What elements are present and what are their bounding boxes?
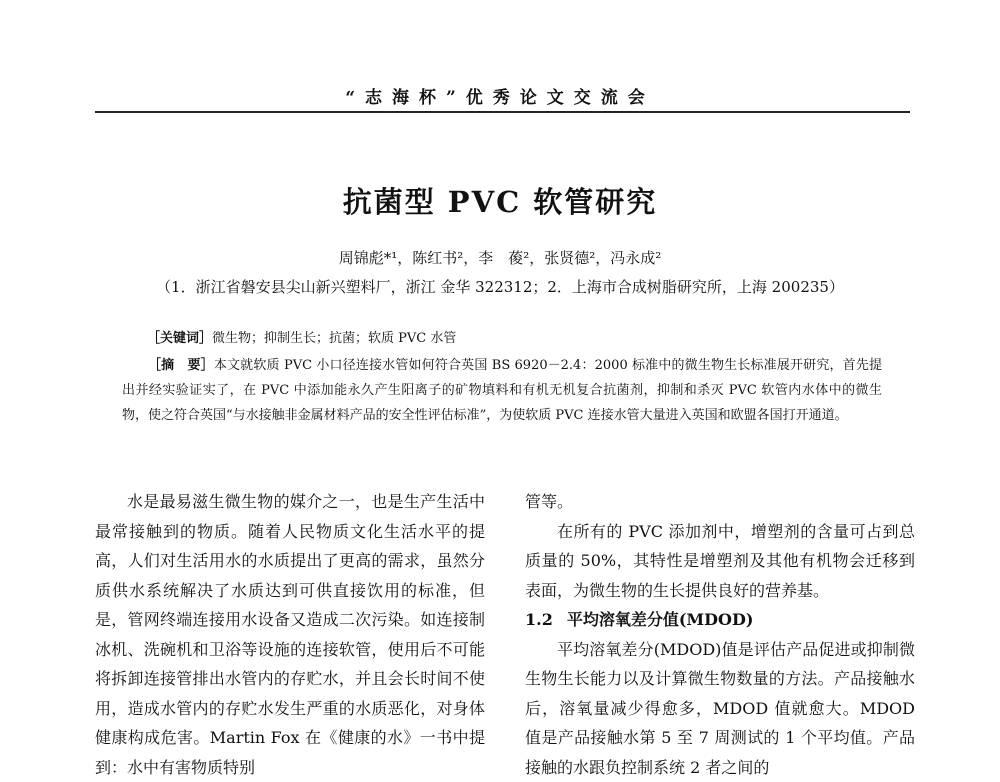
abstract-label: ［摘 要］ (148, 358, 214, 373)
body-paragraph-continued: 管等。 (525, 487, 915, 517)
paper-title: 抗菌型 PVC 软管研究 (0, 180, 1000, 221)
body-paragraph: 平均溶氧差分(MDOD)值是评估产品促进或抑制微生物生长能力以及计算微生物数量的方法。产品接触水后，溶氧量减少得愈多，MDOD 值就愈大。MDOD 值是产品接触水第 5 至 7 周测试的 1 个平均值。产品接触的水跟负控制系统 2 者之间的 (525, 635, 915, 782)
abstract-text: 本文就软质 PVC 小口径连接水管如何符合英国 BS 6920－2.4：2000 标准中的微生物生长标准展开研究，首先提出并经实验证实了，在 PVC 中添加能永久产生阳离子的矿物填料和有机无机复合抗菌剂，抑制和杀灭 PVC 软管内水体中的微生物，使之符合英国“与水接触非金属材料产品的安全性评估标准”，为使软质 PVC 连接水管大量进入英国和欧盟各国打开通道。 (122, 358, 882, 423)
body-paragraph: 在所有的 PVC 添加剂中，增塑剂的含量可占到总质量的 50%，其特性是增塑剂及其他有机物会迁移到表面，为微生物的生长提供良好的营养基。 (525, 517, 915, 606)
section-heading (525, 605, 915, 635)
body-paragraph: 水是最易滋生微生物的媒介之一，也是生产生活中最常接触到的物质。随着人民物质文化生活水平的提高，人们对生活用水的水质提出了更高的需求，虽然分质供水系统解决了水质达到可供直接饮用的标准，但是，管网终端连接用水设备又造成二次污染。如连接制冰机、洗碗机和卫浴等设施的连接软管，使用后不可能将拆卸连接管排出水管内的存贮水，并且会长时间不使用，造成水管内的存贮水发生严重的水质恶化，对身体健康构成危害。Martin Fox 在《健康的水》一书中提到：水中有害物质特别 (95, 487, 485, 782)
keywords-line (147, 327, 456, 346)
section-title: 平均溶氧差分值(MDOD) (567, 610, 754, 629)
header-rule (95, 111, 910, 113)
affiliations: （1．浙江省磐安县尖山新兴塑料厂，浙江 金华 322312；2．上海市合成树脂研究所，上海 200235） (0, 276, 1000, 297)
running-header: “志海杯”优秀论文交流会 (0, 83, 1000, 108)
keywords-label: ［关键词］ (147, 331, 212, 346)
left-column (95, 487, 485, 782)
keywords-text: 微生物；抑制生长；抗菌；软质 PVC 水管 (212, 331, 456, 346)
right-column (525, 487, 915, 782)
author-list: 周锦彪*¹，陈红书²，李 葰²，张贤德²，冯永成² (0, 247, 1000, 268)
section-number: 1.2 (525, 610, 553, 629)
abstract-block (122, 353, 882, 428)
